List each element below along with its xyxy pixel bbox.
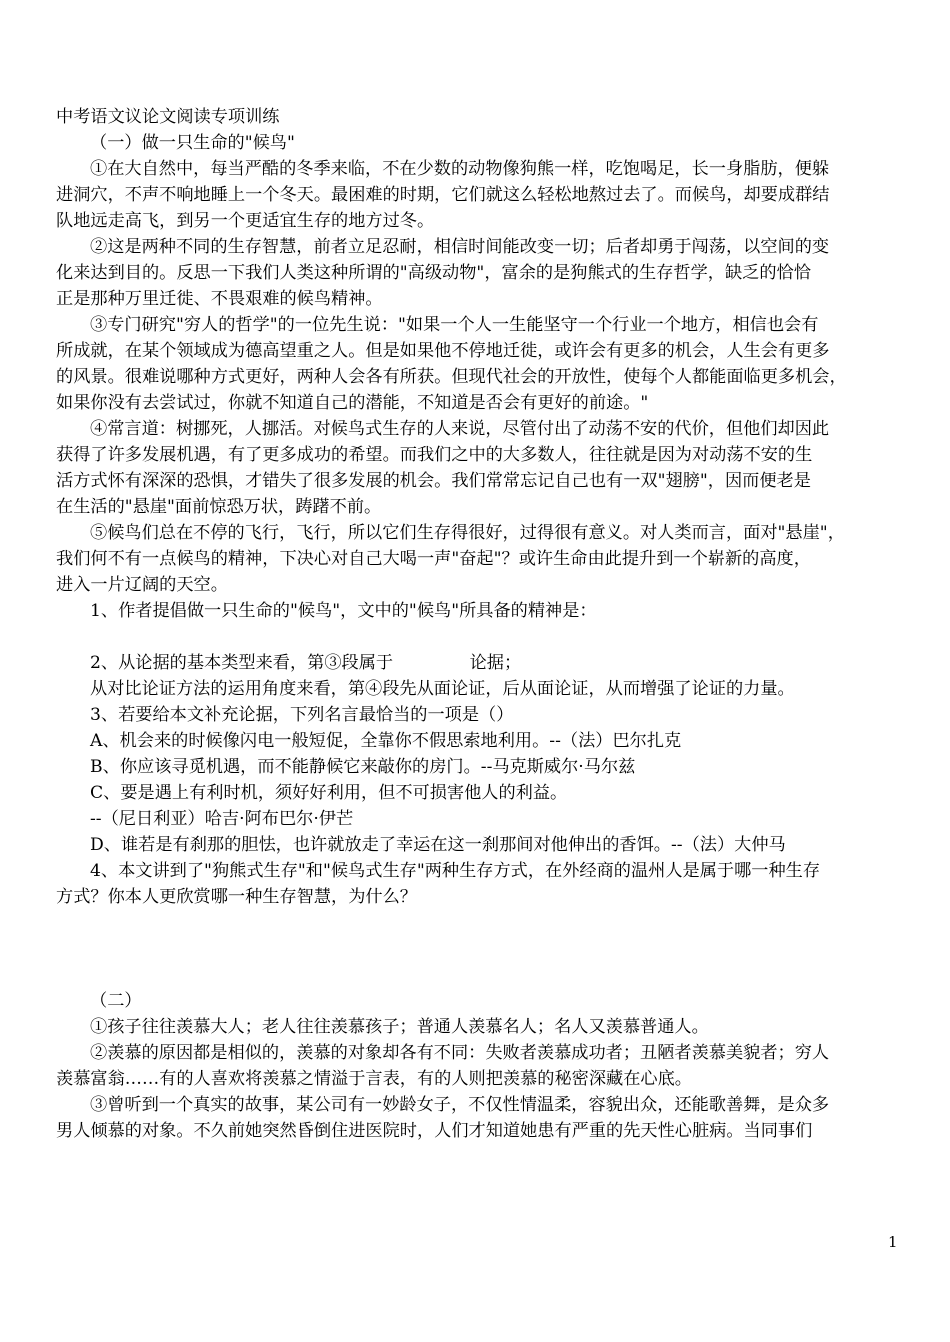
option-c: C、要是遇上有利时机，须好好利用，但不可损害他人的利益。 xyxy=(90,783,568,803)
paragraph-line: 化来达到目的。反思一下我们人类这种所谓的"高级动物"，富余的是狗熊式的生存哲学，缺乏的恰恰 xyxy=(56,263,811,283)
paragraph-line: 活方式怀有深深的恐惧，才错失了很多发展的机会。我们常常忘记自己也有一双"翅膀"，因而便老是 xyxy=(56,471,811,491)
paragraph-line: ①在大自然中，每当严酷的冬季来临，不在少数的动物像狗熊一样，吃饱喝足，长一身脂肪，便躲 xyxy=(90,159,830,179)
option-c-source: --（尼日利亚）哈吉·阿布巴尔·伊芒 xyxy=(90,809,354,829)
paragraph-line: ③专门研究"穷人的哲学"的一位先生说："如果一个人一生能坚守一个行业一个地方，相信也会有 xyxy=(90,315,819,335)
paragraph-line: 在生活的"悬崖"面前惊恐万状，踌躇不前。 xyxy=(56,497,382,517)
option-d: D、谁若是有刹那的胆怯，也许就放走了幸运在这一刹那间对他伸出的香饵。--（法）大仲马 xyxy=(90,835,786,855)
question-3: 3、若要给本文补充论据，下列名言最恰当的一项是（） xyxy=(90,705,514,725)
paragraph-line: ④常言道：树挪死，人挪活。对候鸟式生存的人来说，尽管付出了动荡不安的代价，但他们却因此 xyxy=(90,419,830,439)
page-number: 1 xyxy=(888,1233,898,1251)
paragraph-line: ⑤候鸟们总在不停的飞行，飞行，所以它们生存得很好，过得很有意义。对人类而言，面对"悬崖"， xyxy=(90,523,845,543)
paragraph-line: 获得了许多发展机遇，有了更多成功的希望。而我们之中的大多数人，往往就是因为对动荡不安的生 xyxy=(56,445,813,465)
section-2-heading: （二） xyxy=(90,991,142,1011)
question-4: 4、本文讲到了"狗熊式生存"和"候鸟式生存"两种生存方式，在外经商的温州人是属于哪一种生存 xyxy=(90,861,821,881)
section-1-heading: （一）做一只生命的"候鸟" xyxy=(90,133,295,153)
paragraph-line: 我们何不有一点候鸟的精神，下决心对自己大喝一声"奋起"？或许生命由此提升到一个崭新的高度， xyxy=(56,549,811,569)
question-1: 1、作者提倡做一只生命的"候鸟"，文中的"候鸟"所具备的精神是： xyxy=(90,601,597,621)
paragraph-line: 所成就，在某个领域成为德高望重之人。但是如果他不停地迁徙，或许会有更多的机会，人生会有更多 xyxy=(56,341,830,361)
question-2: 2、从论据的基本类型来看，第③段属于 论据； xyxy=(90,653,522,673)
paragraph-line: ①孩子往往羡慕大人；老人往往羡慕孩子；普通人羡慕名人；名人又羡慕普通人。 xyxy=(90,1017,709,1037)
option-a: A、机会来的时候像闪电一般短促，全靠你不假思索地利用。--（法）巴尔扎克 xyxy=(90,731,682,751)
paragraph-line: 队地远走高飞，到另一个更适宜生存的地方过冬。 xyxy=(56,211,435,231)
paragraph-line: 正是那种万里迁徙、不畏艰难的候鸟精神。 xyxy=(56,289,383,309)
document-title: 中考语文议论文阅读专项训练 xyxy=(56,107,280,127)
paragraph-line: ②羡慕的原因都是相似的，羡慕的对象却各有不同：失败者羡慕成功者；丑陋者羡慕美貌者；穷人 xyxy=(90,1043,830,1063)
paragraph-line: 羡慕富翁……有的人喜欢将羡慕之情溢于言表，有的人则把羡慕的秘密深藏在心底。 xyxy=(56,1069,692,1089)
paragraph-line: ③曾听到一个真实的故事，某公司有一妙龄女子，不仅性情温柔，容貌出众，还能歌善舞，是众多 xyxy=(90,1095,830,1115)
paragraph-line: ②这是两种不同的生存智慧，前者立足忍耐，相信时间能改变一切；后者却勇于闯荡，以空间的变 xyxy=(90,237,830,257)
paragraph-line: 男人倾慕的对象。不久前她突然昏倒住进医院时，人们才知道她患有严重的先天性心脏病。当同事们 xyxy=(56,1121,813,1141)
document-page xyxy=(56,104,902,1144)
paragraph-line: 进入一片辽阔的天空。 xyxy=(56,575,228,595)
option-b: B、你应该寻觅机遇，而不能静候它来敲你的房门。--马克斯威尔·马尔兹 xyxy=(90,757,636,777)
question-2-part-b: 从对比论证方法的运用角度来看，第④段先从面论证，后从面论证，从而增强了论证的力量。 xyxy=(90,679,795,699)
paragraph-line: 的风景。很难说哪种方式更好，两种人会各有所获。但现代社会的开放性，使每个人都能面临更多机会， xyxy=(56,367,847,387)
question-4-line: 方式？你本人更欣赏哪一种生存智慧，为什么？ xyxy=(56,887,417,907)
paragraph-line: 如果你没有去尝试过，你就不知道自己的潜能，不知道是否会有更好的前途。" xyxy=(56,393,649,413)
paragraph-line: 进洞穴，不声不响地睡上一个冬天。最困难的时期，它们就这么轻松地熬过去了。而候鸟，却要成群结 xyxy=(56,185,830,205)
